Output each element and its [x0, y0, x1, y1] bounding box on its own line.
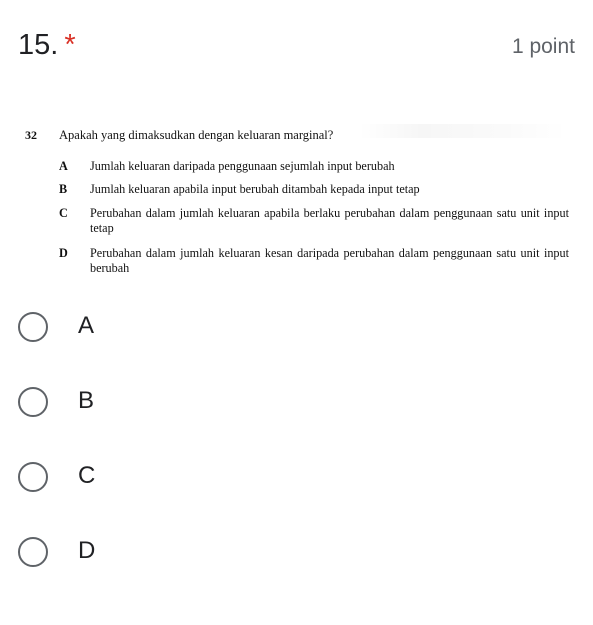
image-option-letter: A	[59, 159, 68, 173]
scan-bleed-through	[358, 124, 568, 138]
choice-d[interactable]	[18, 533, 318, 577]
choice-label: A	[78, 312, 95, 339]
image-option-text: Perubahan dalam jumlah keluaran kesan daripada perubahan dalam penggunaan satu unit input berubah	[90, 246, 569, 275]
question-image	[18, 118, 575, 293]
question-points: 1 point	[511, 35, 575, 58]
question-number-row	[18, 28, 76, 62]
image-option-a	[59, 159, 569, 174]
image-option-letter: D	[59, 246, 68, 260]
choice-label: C	[78, 462, 96, 489]
radio-button[interactable]	[18, 387, 48, 417]
image-option-letter: B	[59, 182, 68, 196]
image-option-text: Jumlah keluaran apabila input berubah ditambah kepada input tetap	[90, 182, 420, 196]
question-header	[18, 28, 575, 68]
image-option-letter: C	[59, 206, 68, 220]
image-option-text: Jumlah keluaran daripada penggunaan sejumlah input berubah	[90, 159, 395, 173]
question-number: 15.	[18, 29, 59, 61]
radio-button[interactable]	[18, 312, 48, 342]
choice-label: D	[78, 537, 96, 564]
image-option-d	[59, 246, 569, 276]
image-option-b	[59, 182, 569, 197]
choice-b[interactable]	[18, 383, 318, 427]
radio-button[interactable]	[18, 462, 48, 492]
choice-label: B	[78, 387, 95, 414]
image-question-text: Apakah yang dimaksudkan dengan keluaran marginal?	[59, 128, 334, 142]
choice-c[interactable]	[18, 458, 318, 502]
image-option-c	[59, 206, 569, 236]
radio-button[interactable]	[18, 537, 48, 567]
image-question-number: 32	[25, 128, 37, 142]
required-asterisk: *	[64, 29, 76, 61]
choice-a[interactable]	[18, 308, 318, 352]
image-option-text: Perubahan dalam jumlah keluaran apabila berlaku perubahan dalam penggunaan satu unit input tetap	[90, 206, 569, 235]
